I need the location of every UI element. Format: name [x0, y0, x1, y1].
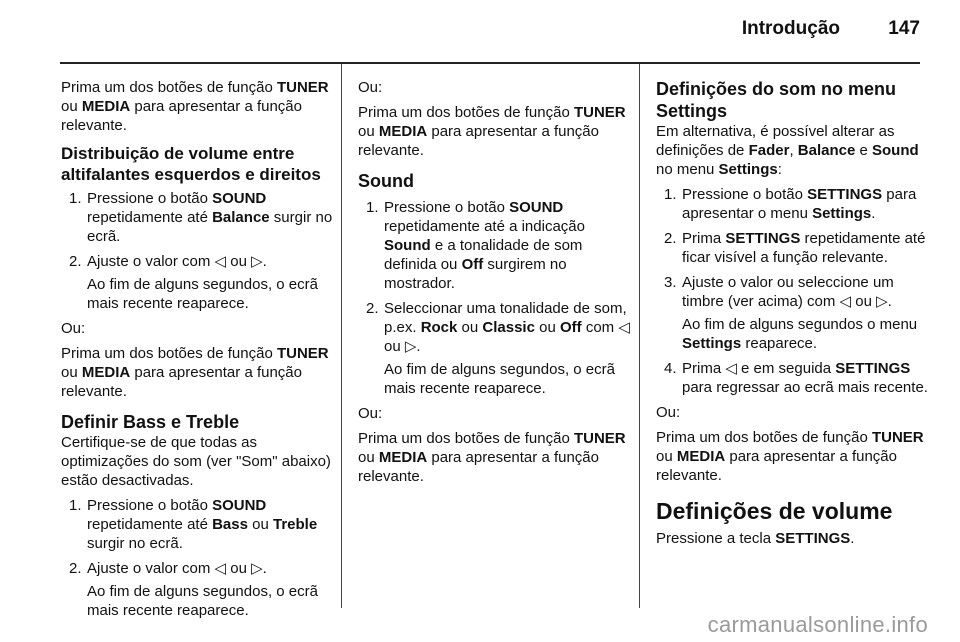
bold-term: Balance: [212, 209, 270, 226]
column-2: [358, 78, 630, 492]
bold-term: MEDIA: [676, 448, 726, 465]
text-run: repetidamente até ficar visível a função relevante.: [682, 230, 926, 266]
text-run: :: [777, 161, 782, 178]
bold-term: Bass: [212, 516, 248, 533]
text-run: surgirem no mostrador.: [384, 256, 567, 292]
text-run: repetidamente até: [87, 209, 213, 226]
bold-term: Sound: [384, 237, 431, 254]
text-run: Ou:: [358, 79, 383, 96]
text-run: ou: [61, 364, 82, 381]
step-text: [682, 359, 928, 397]
text-run: ou: [247, 516, 273, 533]
text-run: Ou:: [358, 405, 383, 422]
bold-term: Fader: [748, 142, 790, 159]
text-run: ou: [61, 98, 82, 115]
text-run: ou: [534, 319, 560, 336]
bold-term: Settings: [718, 161, 778, 178]
bold-term: MEDIA: [378, 449, 428, 466]
paragraph: [358, 429, 630, 486]
step-item: [656, 185, 928, 223]
text-run: Ajuste o valor com ◁ ou ▷.: [87, 253, 267, 270]
step-text: [384, 299, 630, 356]
bold-term: Sound: [872, 142, 919, 159]
text-run: surgir no ecrã.: [87, 209, 333, 245]
text-run: Ao fim de alguns segundos, o ecrã mais recente reaparece.: [87, 276, 318, 312]
step-note: [87, 275, 333, 313]
paragraph: [61, 78, 333, 135]
bold-term: Off: [559, 319, 582, 336]
text-run: Ou:: [61, 320, 86, 337]
text-run: Pressione o botão: [682, 186, 808, 203]
step-item: [61, 496, 333, 553]
step-note: [682, 315, 928, 353]
text-run: ,: [789, 142, 798, 159]
step-number: 2.: [69, 253, 82, 270]
column-3: [656, 78, 928, 554]
text-run: com ◁ ou ▷.: [384, 319, 630, 355]
text-run: reaparece.: [741, 335, 818, 352]
text-run: no menu: [656, 161, 719, 178]
text-run: surgir no ecrã.: [87, 535, 183, 552]
text-run: ou: [457, 319, 483, 336]
bold-term: Classic: [482, 319, 535, 336]
bold-term: SETTINGS: [835, 360, 911, 377]
text-run: para apresentar a função relevante.: [358, 449, 599, 485]
step-text: [87, 189, 333, 246]
bold-term: SETTINGS: [775, 530, 851, 547]
bold-term: TUNER: [276, 79, 329, 96]
bold-term: TUNER: [871, 429, 924, 446]
step-number: 3.: [664, 274, 677, 291]
text-run: Prima ◁ e em seguida: [682, 360, 836, 377]
text-run: Prima um dos botões de função: [61, 79, 277, 96]
text-run: Ao fim de alguns segundos, o ecrã mais recente reaparece.: [384, 361, 615, 397]
text-run: e: [855, 142, 873, 159]
text-run: para apresentar a função relevante.: [656, 448, 897, 484]
bold-term: SETTINGS: [807, 186, 883, 203]
step-text: [384, 198, 630, 293]
text-run: e a tonalidade de som definida ou: [384, 237, 583, 273]
step-item: [656, 359, 928, 397]
watermark: carmanualsonline.info: [707, 612, 928, 637]
bold-term: Treble: [272, 516, 318, 533]
paragraph: [358, 404, 630, 423]
bold-term: Rock: [420, 319, 458, 336]
paragraph: [656, 122, 928, 179]
text-run: Prima um dos botões de função: [358, 104, 574, 121]
text-run: Seleccionar uma tonalidade de som, p.ex.: [384, 300, 627, 336]
bold-term: SOUND: [212, 190, 267, 207]
section-heading: Sound: [358, 171, 414, 191]
text-run: para apresentar a função relevante.: [358, 123, 599, 159]
section-heading: Definições do som no menu Settings: [656, 79, 897, 121]
step-text: [682, 185, 928, 223]
section-title: Introdução: [741, 18, 840, 39]
step-text: [87, 252, 333, 271]
text-run: repetidamente até a indicação: [384, 218, 585, 235]
column-divider: [341, 64, 342, 608]
bold-term: Settings: [812, 205, 872, 222]
paragraph: [656, 529, 928, 548]
paragraph: [656, 428, 928, 485]
bold-term: TUNER: [573, 430, 626, 447]
bold-term: Off: [461, 256, 484, 273]
section-heading: Distribuição de volume entre altifalantes esquerdos e direitos: [61, 144, 321, 184]
step-number: 2.: [69, 560, 82, 577]
step-number: 1.: [69, 190, 82, 207]
step-text: [87, 559, 333, 578]
step-number: 1.: [664, 186, 677, 203]
text-run: Prima um dos botões de função: [656, 429, 872, 446]
text-run: Pressione o botão: [87, 497, 213, 514]
column-divider: [639, 64, 640, 608]
bold-term: TUNER: [276, 345, 329, 362]
numbered-steps: [656, 185, 928, 397]
bold-term: Settings: [682, 335, 742, 352]
page-number: 147: [888, 18, 920, 39]
section-heading: Definições de volume: [656, 498, 893, 524]
step-note: [87, 582, 333, 620]
numbered-steps: [358, 198, 630, 398]
paragraph: [61, 344, 333, 401]
text-run: Ajuste o valor com ◁ ou ▷.: [87, 560, 267, 577]
column-1: [61, 78, 333, 626]
text-run: Pressione o botão: [384, 199, 510, 216]
step-text: [682, 229, 928, 267]
text-run: Certifique-se de que todas as optimizações do som (ver "Som" abaixo) estão desactivadas.: [61, 434, 331, 489]
text-run: .: [850, 530, 855, 547]
text-run: Pressione o botão: [87, 190, 213, 207]
paragraph: [358, 103, 630, 160]
bold-term: MEDIA: [81, 98, 131, 115]
step-text: [682, 273, 928, 311]
step-number: 1.: [69, 497, 82, 514]
numbered-steps: [61, 496, 333, 620]
step-number: 4.: [664, 360, 677, 377]
text-run: Pressione a tecla: [656, 530, 776, 547]
text-run: .: [871, 205, 876, 222]
text-run: Prima um dos botões de função: [358, 430, 574, 447]
step-item: [358, 198, 630, 293]
step-number: 1.: [366, 199, 379, 216]
text-run: ou: [358, 449, 379, 466]
text-run: Ajuste o valor ou seleccione um timbre (ver acima) com ◁ ou ▷.: [682, 274, 894, 310]
step-item: [61, 559, 333, 620]
step-item: [656, 229, 928, 267]
bold-term: SOUND: [212, 497, 267, 514]
text-run: para apresentar a função relevante.: [61, 98, 302, 134]
numbered-steps: [61, 189, 333, 313]
paragraph: [61, 319, 333, 338]
paragraph: [61, 433, 333, 490]
bold-term: SETTINGS: [725, 230, 801, 247]
step-item: [61, 252, 333, 313]
bold-term: SOUND: [509, 199, 564, 216]
bold-term: MEDIA: [81, 364, 131, 381]
step-number: 2.: [664, 230, 677, 247]
text-run: Prima um dos botões de função: [61, 345, 277, 362]
text-run: Ao fim de alguns segundos o menu: [682, 316, 918, 333]
bold-term: MEDIA: [378, 123, 428, 140]
text-run: Em alternativa, é possível alterar as definições de: [656, 123, 895, 159]
bold-term: Balance: [797, 142, 856, 159]
text-run: para apresentar o menu: [682, 186, 917, 222]
step-note: [384, 360, 630, 398]
step-text: [87, 496, 333, 553]
text-run: Ao fim de alguns segundos, o ecrã mais recente reaparece.: [87, 583, 318, 619]
paragraph: [358, 78, 630, 97]
text-run: Prima: [682, 230, 726, 247]
step-item: [358, 299, 630, 398]
page-header: [60, 16, 920, 44]
step-number: 2.: [366, 300, 379, 317]
text-run: ou: [656, 448, 677, 465]
text-run: ou: [358, 123, 379, 140]
section-heading: Definir Bass e Treble: [61, 412, 240, 432]
text-run: para apresentar a função relevante.: [61, 364, 302, 400]
header-rule: [60, 62, 920, 64]
text-run: Ou:: [656, 404, 681, 421]
bold-term: TUNER: [573, 104, 626, 121]
text-run: para regressar ao ecrã mais recente.: [682, 379, 928, 396]
step-item: [656, 273, 928, 353]
text-run: repetidamente até: [87, 516, 213, 533]
paragraph: [656, 403, 928, 422]
step-item: [61, 189, 333, 246]
